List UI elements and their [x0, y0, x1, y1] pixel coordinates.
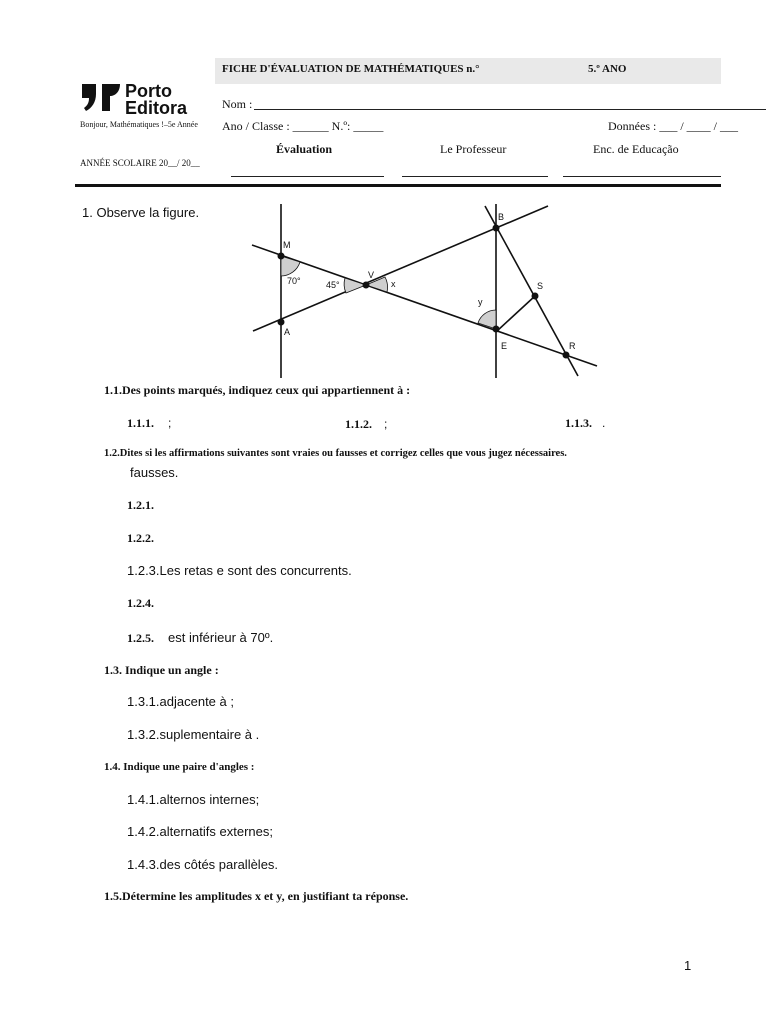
logo-line2: Editora [125, 98, 188, 118]
item-1-2-2: 1.2.2. [127, 531, 154, 545]
question-1-2-continuation: fausses. [130, 465, 179, 480]
item-1-3-1: 1.3.1.adjacente à ; [127, 694, 234, 709]
point-M [278, 253, 285, 260]
question-1-4: 1.4. Indique une paire d'angles : [104, 761, 255, 773]
logo-wordmark [125, 83, 187, 117]
signature-line-encarregado[interactable] [563, 176, 721, 177]
item-1-2-5-text: est inférieur à 70º. [168, 630, 274, 645]
item-1-3-2: 1.3.2.suplementaire à . [127, 727, 260, 742]
label-A: A [284, 327, 291, 337]
item-1-2-4: 1.2.4. [127, 596, 154, 610]
grade-label: 5.º ANO [588, 63, 627, 75]
point-V [363, 282, 370, 289]
header-divider [75, 184, 721, 187]
item-1-2-1: 1.2.1. [127, 498, 154, 512]
name-label: Nom : [222, 97, 253, 111]
point-A [278, 319, 285, 326]
label-angle-45: 45° [326, 280, 340, 290]
geometry-figure [250, 204, 600, 380]
item-1-4-2: 1.4.2.alternatifs externes; [127, 824, 273, 839]
page-number: 1 [684, 958, 692, 973]
label-R: R [569, 341, 576, 351]
item-1-4-3: 1.4.3.des côtés parallèles. [127, 857, 279, 872]
name-field-line[interactable] [254, 109, 766, 110]
school-year: ANNÉE SCOLAIRE 20__/ 20__ [80, 158, 200, 168]
signature-label-evaluation: Évaluation [276, 142, 333, 156]
answer-1-1-2 [345, 415, 387, 433]
answer-1-1-2-tail: ; [384, 417, 388, 431]
segment-ES [497, 296, 535, 331]
label-V: V [368, 270, 375, 280]
question-1-1: 1.1.Des points marqués, indiquez ceux qui appartiennent à : [104, 383, 411, 397]
signature-label-professeur: Le Professeur [440, 142, 507, 156]
angle-y-marker [478, 310, 496, 329]
answer-1-1-3-number: 1.1.3. [565, 416, 592, 430]
label-S: S [537, 281, 544, 291]
label-E: E [501, 341, 508, 351]
book-subtitle: Bonjour, Mathématiques !–5e Année [80, 120, 198, 129]
date-label: Données : ___ / ____ / ___ [608, 119, 738, 133]
item-1-2-3: 1.2.3.Les retas e sont des concurrents. [127, 563, 352, 578]
label-angle-70: 70° [287, 276, 301, 286]
item-1-2-5 [127, 629, 273, 647]
question-1-2: 1.2.Dites si les affirmations suivantes sont vraies ou fausses et corrigez celles que vous jugez nécessaires. [104, 448, 567, 459]
label-M: M [283, 240, 291, 250]
answer-1-1-3-tail: . [602, 416, 606, 430]
point-R [563, 352, 570, 359]
item-1-4-1: 1.4.1.alternos internes; [127, 792, 260, 807]
answer-1-1-3 [565, 414, 605, 432]
question-1-label: 1. Observe la figure. [82, 205, 200, 220]
porto-editora-logo-icon [82, 84, 122, 112]
point-B [493, 225, 500, 232]
worksheet-title: FICHE D'ÉVALUATION DE MATHÉMATIQUES n.° [222, 63, 480, 75]
answer-1-1-1-number: 1.1.1. [127, 416, 154, 430]
label-angle-y: y [478, 297, 483, 307]
answer-1-1-1-tail: ; [168, 416, 172, 430]
label-angle-x: x [391, 279, 396, 289]
signature-line-professeur[interactable] [402, 176, 548, 177]
question-1-5: 1.5.Détermine les amplitudes x et y, en justifiant ta réponse. [104, 889, 409, 903]
answer-1-1-1 [127, 414, 171, 432]
line-MVER [252, 245, 597, 366]
point-S [532, 293, 539, 300]
item-1-2-5-number: 1.2.5. [127, 631, 154, 645]
line-AVB [253, 206, 548, 331]
signature-line-evaluation[interactable] [231, 176, 384, 177]
answer-1-1-2-number: 1.1.2. [345, 417, 372, 431]
class-number-label: Ano / Classe : ______ N.º: _____ [222, 119, 384, 133]
angle-70-marker [281, 256, 300, 276]
point-E [493, 326, 500, 333]
logo-line1: Porto [125, 81, 172, 101]
question-1-3: 1.3. Indique un angle : [104, 663, 219, 677]
label-B: B [498, 212, 505, 222]
line-BSR [485, 206, 578, 376]
signature-label-encarregado: Enc. de Educação [593, 142, 679, 156]
